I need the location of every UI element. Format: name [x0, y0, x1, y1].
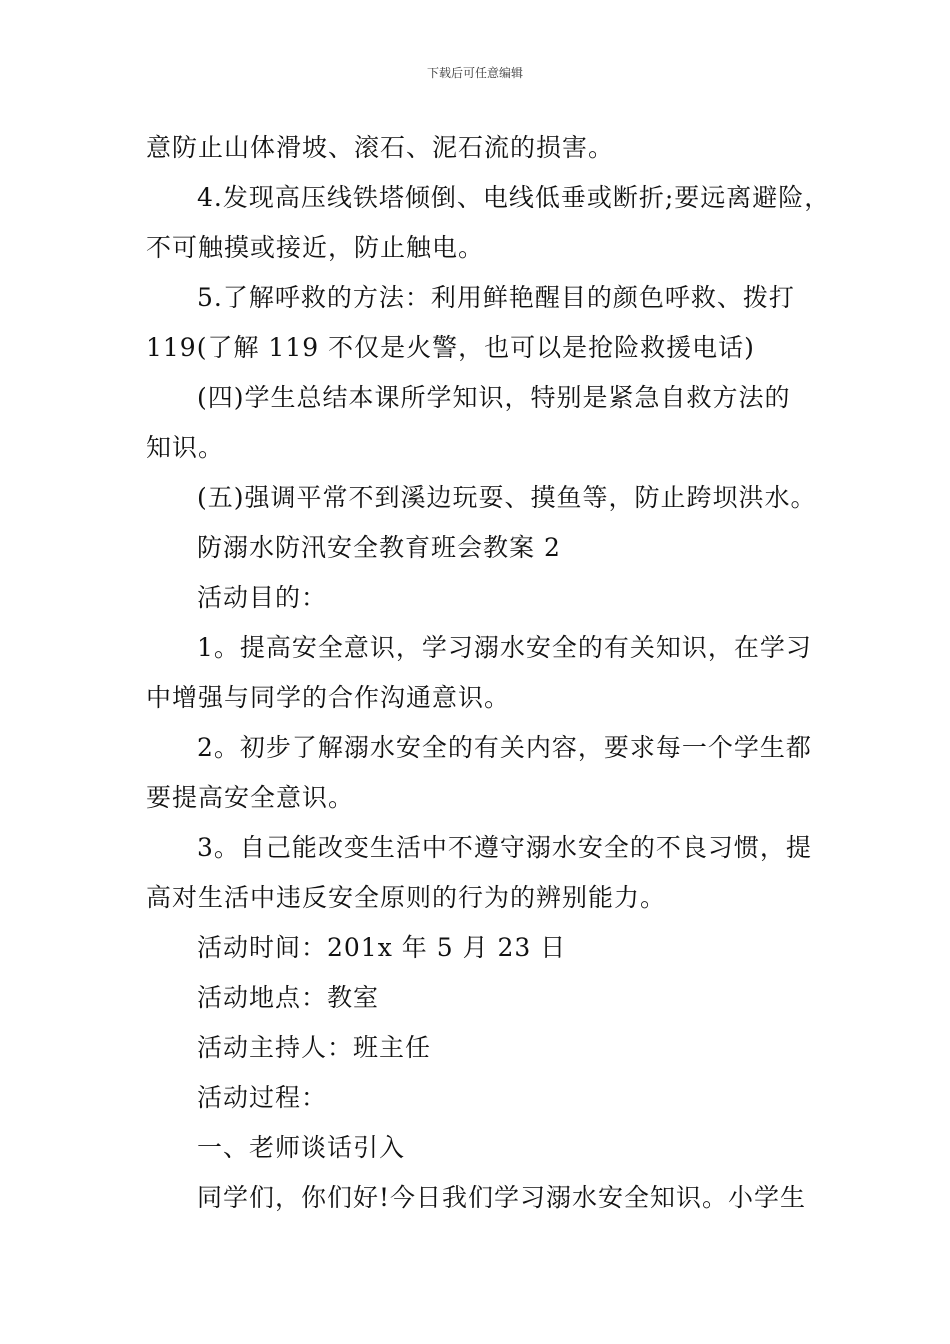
text-line: 5.了解呼救的方法：利用鲜艳醒目的颜色呼救、拨打 [197, 283, 795, 312]
text-line: 3。自己能改变生活中不遵守溺水安全的不良习惯，提 [197, 833, 812, 862]
text-line: 1。提高安全意识，学习溺水安全的有关知识，在学习 [197, 633, 812, 662]
text-line: 不可触摸或接近，防止触电。 [146, 233, 485, 262]
text-line: 同学们，你们好!今日我们学习溺水安全知识。小学生 [197, 1183, 807, 1212]
text-line: (四)学生总结本课所学知识，特别是紧急自救方法的 [197, 383, 791, 412]
text-line: 活动主持人：班主任 [197, 1033, 432, 1062]
text-line: (五)强调平常不到溪边玩耍、摸鱼等，防止跨坝洪水。 [197, 483, 817, 512]
page-header: 下载后可任意编辑 [426, 66, 523, 80]
text-line: 高对生活中违反安全原则的行为的辨别能力。 [146, 883, 667, 912]
text-line: 119(了解 119 不仅是火警，也可以是抢险救援电话) [146, 333, 755, 362]
section-title: 防溺水防汛安全教育班会教案 2 [197, 533, 561, 562]
text-line: 中增强与同学的合作沟通意识。 [146, 683, 511, 712]
text-line: 意防止山体滑坡、滚石、泥石流的损害。 [146, 133, 615, 162]
text-line: 活动目的： [197, 583, 328, 612]
text-line: 一、老师谈话引入 [197, 1133, 406, 1162]
text-line: 知识。 [146, 433, 225, 462]
text-line: 活动时间：201x 年 5 月 23 日 [197, 933, 567, 962]
text-line: 活动地点：教室 [197, 983, 380, 1012]
text-line: 要提高安全意识。 [146, 783, 355, 812]
text-line: 2。初步了解溺水安全的有关内容，要求每一个学生都 [197, 733, 812, 762]
text-line: 活动过程： [197, 1083, 328, 1112]
text-line: 4.发现高压线铁塔倾倒、电线低垂或断折;要远离避险， [197, 183, 831, 212]
